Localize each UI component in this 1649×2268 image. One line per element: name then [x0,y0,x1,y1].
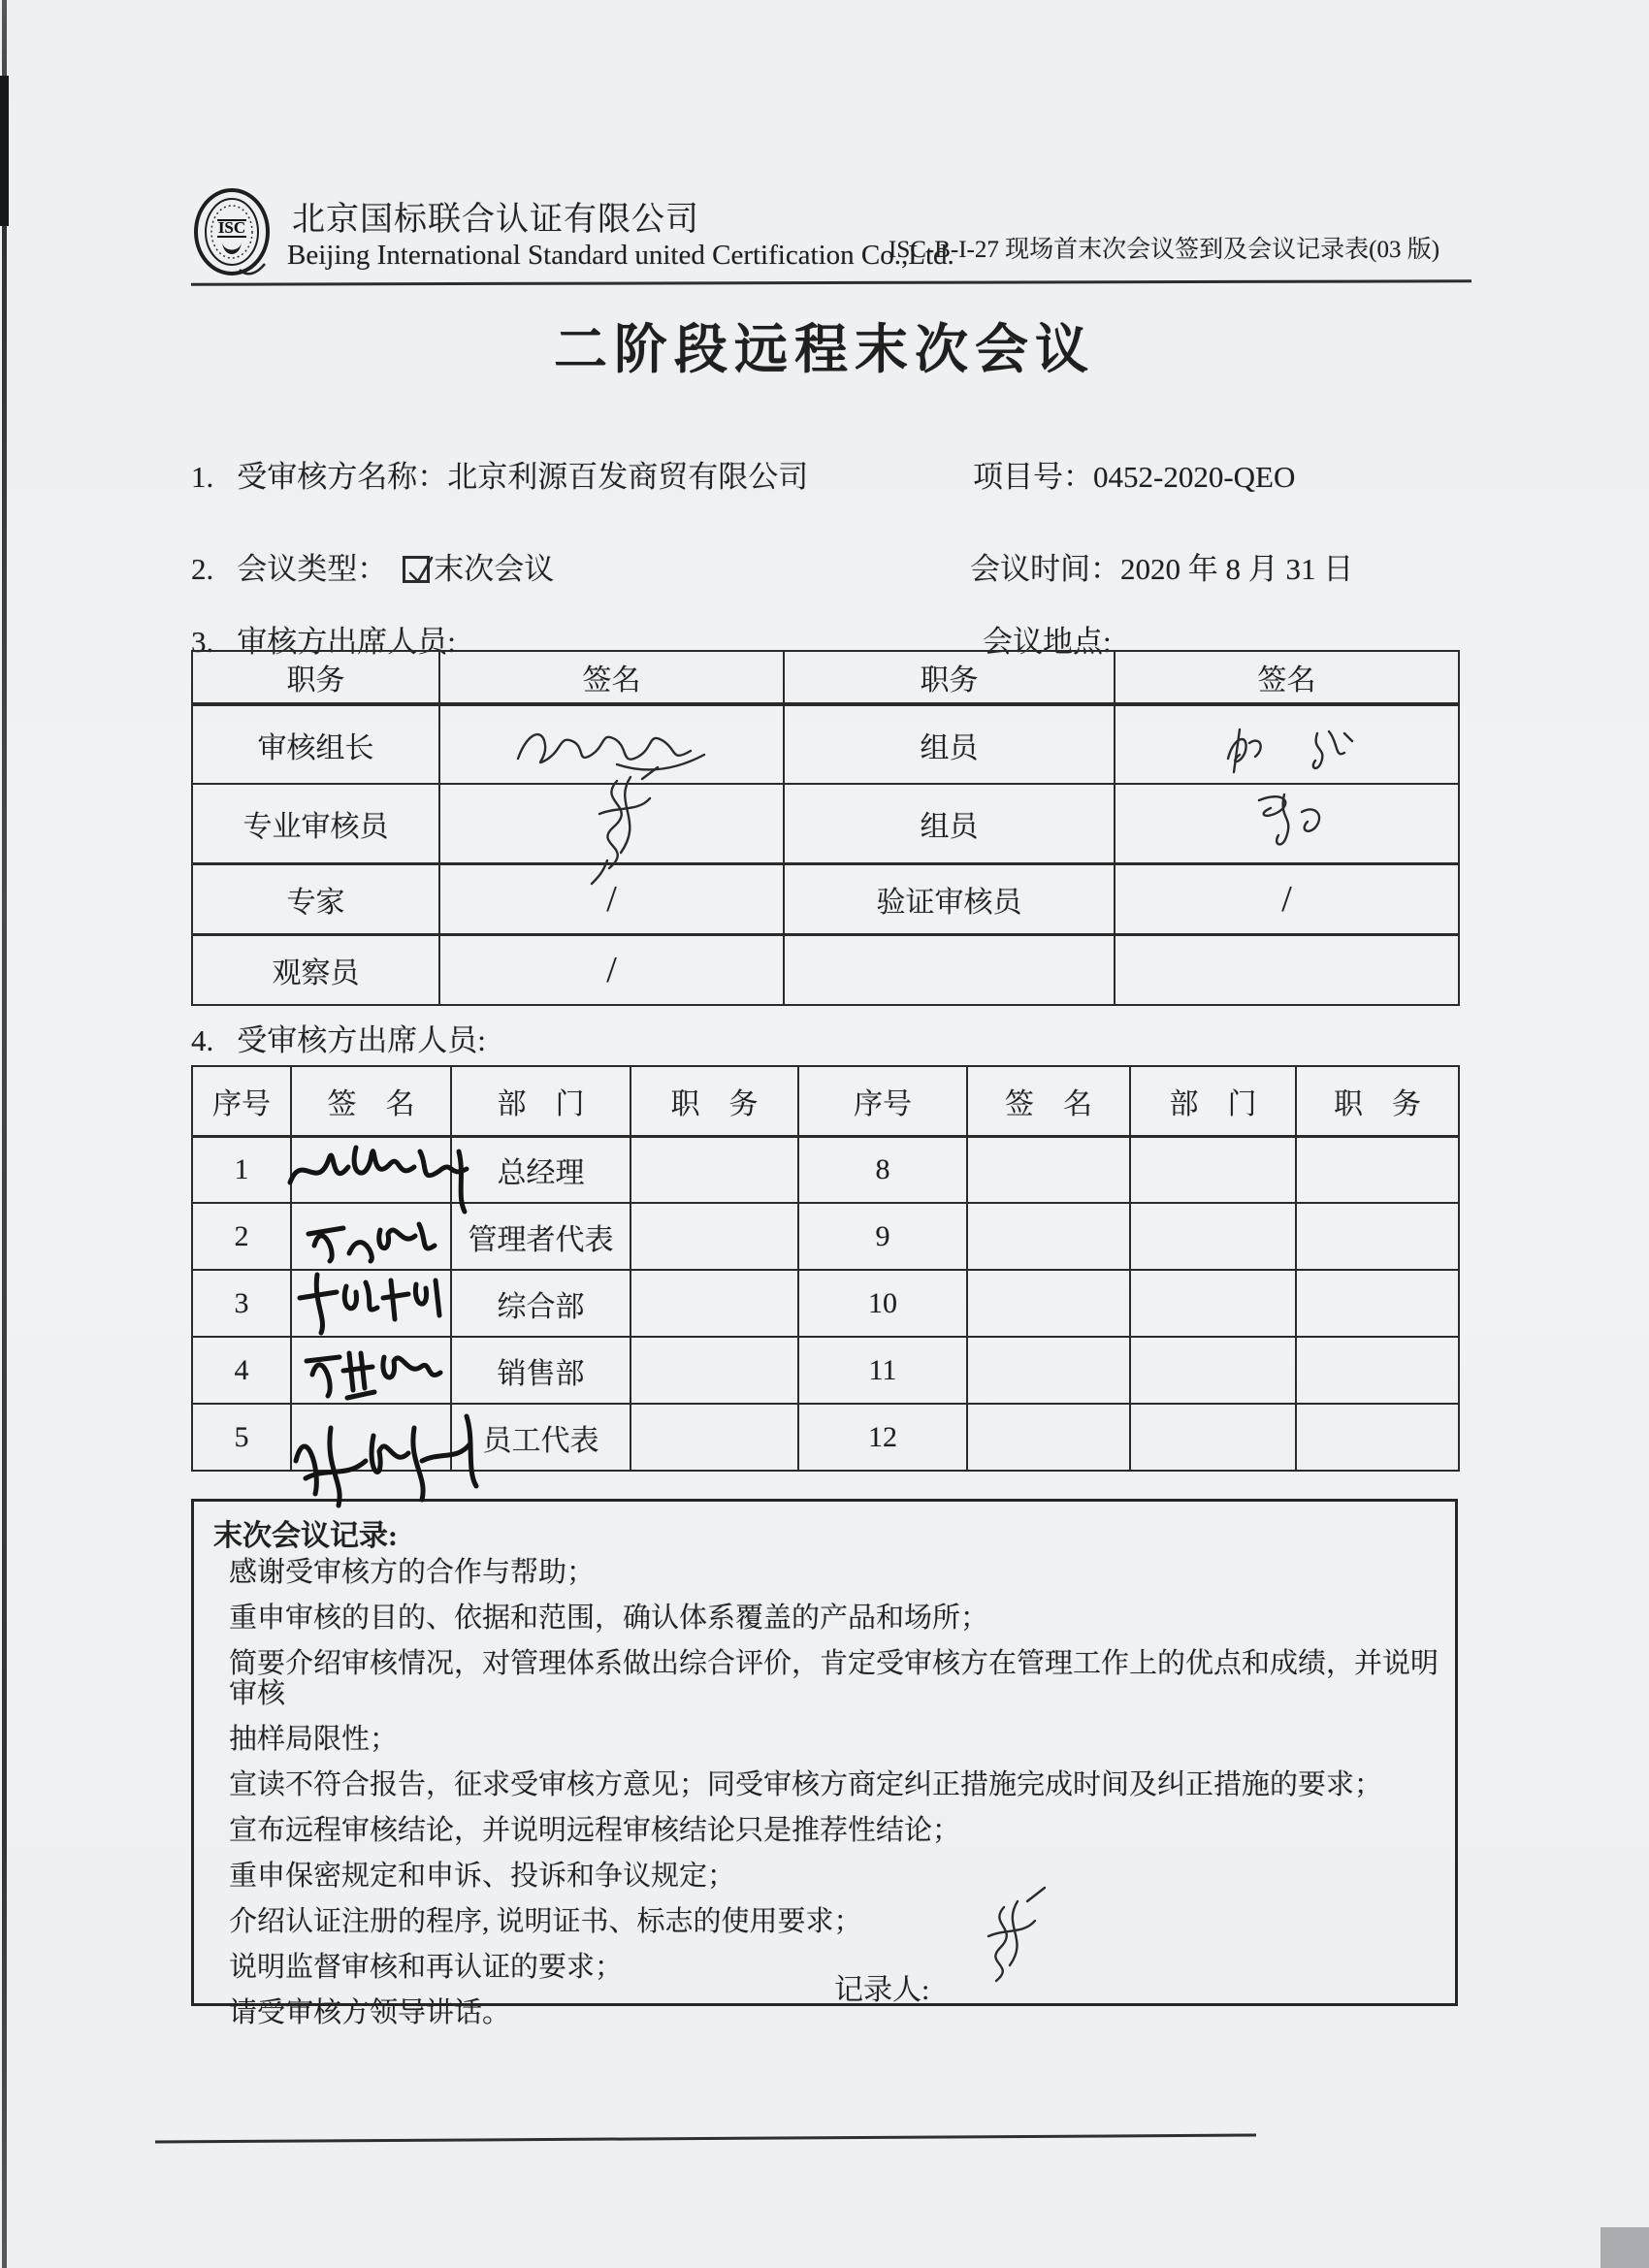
department-cell [1130,1136,1296,1203]
meeting-type-label: 会议类型： [237,552,388,586]
signature-cell-specialist-auditor [439,784,784,863]
field-auditee-attendees [191,1016,486,1059]
duty-cell [1296,1404,1459,1471]
no-cell: 11 [798,1337,967,1404]
field-meeting-time [970,544,1353,588]
auditee-attendees-table [191,1065,1460,1472]
role-cell: 组员 [784,784,1115,863]
department-cell [1130,1270,1296,1337]
form-code: ISC-B-I-27 现场首末次会议签到及会议记录表(03 版) [889,237,1440,263]
meeting-type-checkbox-checked [403,556,430,583]
meeting-time-value: 2020 年 8 月 31 日 [1120,552,1354,586]
record-line: 重申审核的目的、依据和范围，确认体系覆盖的产品和场所； [229,1603,989,1634]
table-row [192,704,1459,784]
signature-cell-member-2 [1115,784,1459,863]
signature-cell-empty [1115,934,1459,1005]
signature-cell-empty [967,1404,1130,1471]
department-cell: 员工代表 [451,1404,630,1471]
no-cell: 8 [798,1136,967,1203]
item-number: 4. [191,1023,214,1057]
role-cell: 审核组长 [192,704,439,784]
header-divider [191,279,1471,285]
header-no: 序号 [192,1066,291,1136]
field-auditee-name [191,452,808,496]
duty-cell [630,1404,798,1471]
recorder-label: 记录人: [834,1974,930,2006]
table-row [192,934,1459,1005]
auditor-attendees-label: 审核方出席人员: [237,625,456,659]
record-line: 重申保密规定和申诉、投诉和争议规定； [229,1861,736,1892]
project-no-label: 项目号： [973,460,1093,494]
signature-cell-empty [967,1270,1130,1337]
field-project-no [973,452,1295,496]
signature-cell-slash: / [439,934,784,1005]
signature-cell-attendee-1 [291,1136,451,1203]
department-cell [1130,1337,1296,1404]
auditee-attendees-label: 受审核方出席人员: [237,1023,486,1057]
footer-line [155,2134,1256,2144]
duty-cell [1296,1203,1459,1270]
no-cell: 3 [192,1270,291,1337]
header-signature: 签名 [439,651,784,704]
signature-cell-slash: / [439,863,784,934]
role-cell-empty [784,934,1115,1005]
duty-cell [630,1270,798,1337]
signature-recorder [946,1880,1072,1987]
header-duty: 职 务 [1296,1066,1459,1136]
isc-seal-logo-icon [191,188,273,281]
department-cell [1130,1203,1296,1270]
record-line: 请受审核方领导讲话。 [229,1997,511,2028]
role-cell: 专业审核员 [192,784,439,863]
header-no: 序号 [798,1066,967,1136]
signature-cell-attendee-3 [291,1270,451,1337]
record-line: 介绍认证注册的程序, 说明证书、标志的使用要求； [229,1906,862,1937]
closing-meeting-record-box [191,1499,1458,2028]
no-cell: 9 [798,1203,967,1270]
duty-cell [1296,1270,1459,1337]
table-row [192,1270,1459,1337]
project-no-value: 0452-2020-QEO [1093,460,1296,494]
department-cell: 综合部 [451,1270,630,1337]
duty-cell [1296,1136,1459,1203]
record-line: 说明监督审核和再认证的要求； [229,1952,624,1983]
header-role: 职务 [784,651,1115,704]
role-cell: 专家 [192,863,439,934]
table-row [192,784,1459,863]
department-cell [1130,1404,1296,1471]
header-duty: 职 务 [630,1066,798,1136]
signature-cell-member-1 [1115,704,1459,784]
company-name-cn: 北京国标联合认证有限公司 [292,202,699,238]
duty-cell [630,1136,798,1203]
no-cell: 4 [192,1337,291,1404]
meeting-time-label: 会议时间： [970,552,1120,586]
record-line: 简要介绍审核情况，对管理体系做出综合评价，肯定受审核方在管理工作上的优点和成绩，并说明审核 [229,1648,1439,1709]
no-cell: 1 [192,1136,291,1203]
table-row [192,1136,1459,1203]
header-role: 职务 [192,651,439,704]
scan-edge-mark [0,76,9,226]
item-number: 1. [191,460,214,494]
auditee-name-label: 受审核方名称： [237,460,448,494]
svg-text:ISC: ISC [217,218,246,237]
duty-cell [630,1337,798,1404]
header-signature: 签 名 [967,1066,1130,1136]
signature-cell-attendee-5 [291,1404,451,1471]
table-row [192,1404,1459,1471]
record-box-title: 末次会议记录: [213,1520,398,1552]
table-header-row [192,651,1459,704]
signature-cell-slash: / [1115,863,1459,934]
header-signature: 签名 [1115,651,1459,704]
record-line: 宣读不符合报告，征求受审核方意见；同受审核方商定纠正措施完成时间及纠正措施的要求； [229,1769,1383,1800]
duty-cell [630,1203,798,1270]
no-cell: 10 [798,1270,967,1337]
auditee-name-value: 北京利源百发商贸有限公司 [447,460,809,494]
company-name-en: Beijing International Standard united Certification Co.,Ltd. [287,240,954,271]
header-department: 部 门 [1130,1066,1296,1136]
meeting-location-label: 会议地点: [983,625,1112,659]
department-cell: 管理者代表 [451,1203,630,1270]
department-cell: 总经理 [451,1136,630,1203]
field-meeting-type [191,544,554,588]
scan-corner-shadow [1600,2227,1649,2268]
header-department: 部 门 [451,1066,630,1136]
no-cell: 12 [798,1404,967,1471]
item-number: 3. [191,625,214,659]
department-cell: 销售部 [451,1337,630,1404]
no-cell: 2 [192,1203,291,1270]
no-cell: 5 [192,1404,291,1471]
role-cell: 验证审核员 [784,863,1115,934]
table-row [192,863,1459,934]
meeting-type-value: 末次会议 [434,552,555,586]
auditor-attendees-table [191,650,1460,1006]
duty-cell [1296,1337,1459,1404]
header-signature: 签 名 [291,1066,451,1136]
record-line: 抽样局限性； [229,1724,399,1755]
signature-cell-empty [967,1136,1130,1203]
signature-cell-empty [967,1337,1130,1404]
item-number: 2. [191,552,214,586]
role-cell: 观察员 [192,934,439,1005]
document-title: 二阶段远程末次会议 [553,320,1095,379]
role-cell: 组员 [784,704,1115,784]
record-line: 感谢受审核方的合作与帮助； [229,1557,596,1588]
signature-cell-empty [967,1203,1130,1270]
record-line: 宣布远程审核结论，并说明远程审核结论只是推荐性结论； [229,1815,961,1846]
